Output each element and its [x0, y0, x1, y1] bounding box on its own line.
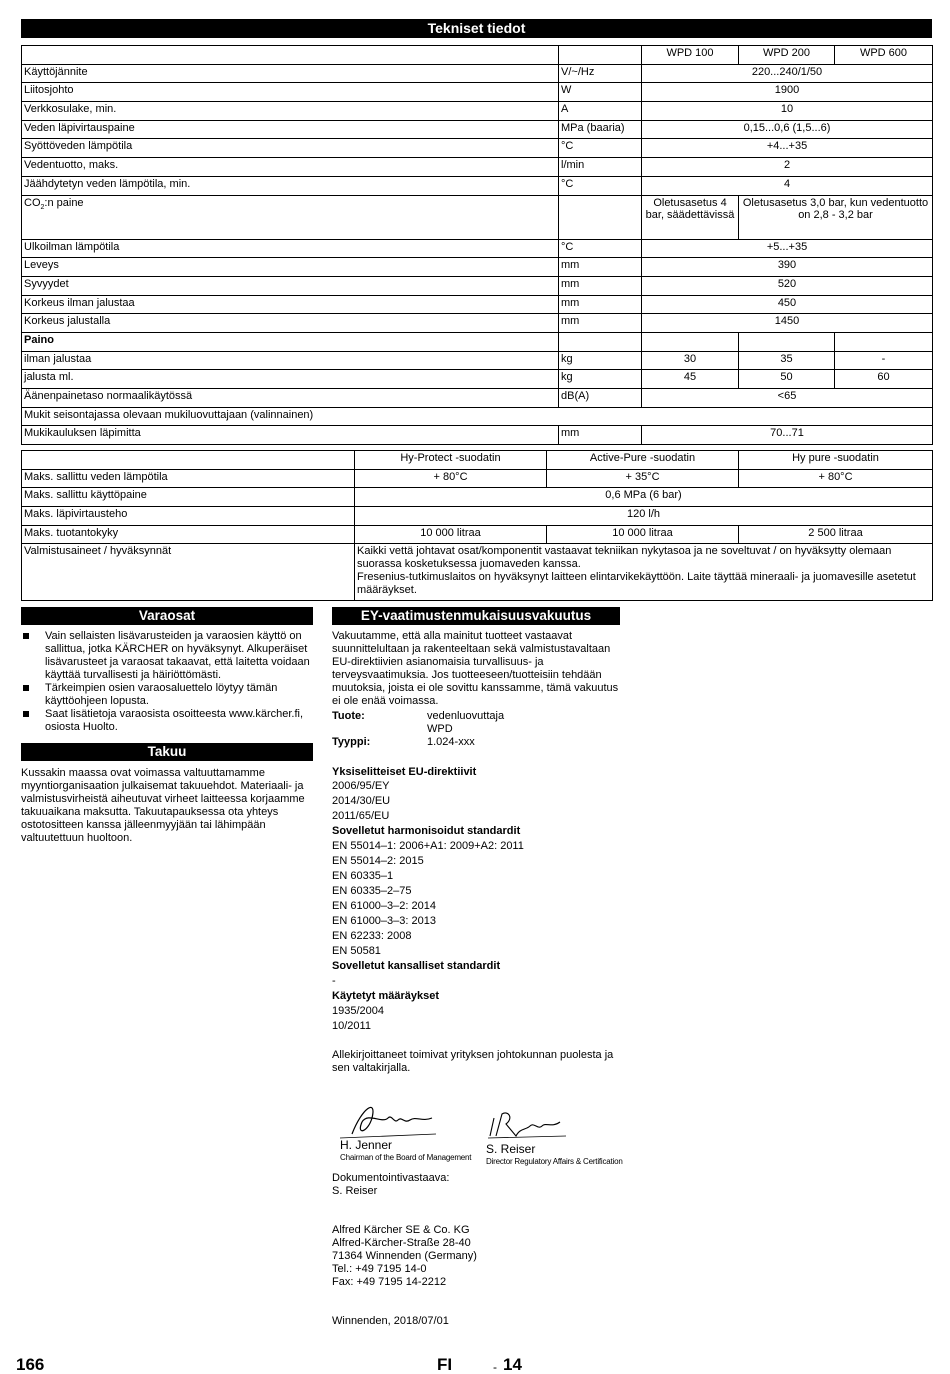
model-header: WPD 100: [642, 46, 739, 65]
company-address: Alfred Kärcher SE & Co. KG Alfred-Kärcher-Straße 28-40 71364 Winnenden (Germany) Tel.: +49 7195 14-0 Fax: +49 7195 14-2212: [332, 1224, 477, 1288]
signature-reiser: S. Reiser Director Regulatory Affairs & Certification: [486, 1108, 626, 1166]
co2-label: $CO_2:n$ paine: [22, 195, 559, 239]
list-item: Saat lisätietoja varaosista osoitteesta www.kärcher.fi, osiosta Huolto.: [21, 708, 313, 734]
language-code: FI: [437, 1355, 453, 1374]
spec-table: [21, 45, 933, 445]
table-row: Korkeus ilman jalustaa mm 450: [22, 295, 933, 314]
table-row: Maks. sallittu veden lämpötila + 80°C + 35°C + 80°C: [22, 469, 933, 488]
table-row: jalusta ml. kg 45 50 60: [22, 370, 933, 389]
documentation-contact: Dokumentointivastaava: S. Reiser Alfred Kärcher SE & Co. KG Alfred-Kärcher-Straße 28-40 71364 Winnenden (Germany) Tel.: +49 7195 14-0 Fax: +49 7195 14-2212 Winnenden, 2018/07/01: [332, 1172, 622, 1328]
page-number-right: 14: [503, 1355, 522, 1374]
declaration-title: EY-vaatimustenmukaisuusvakuutus: [332, 607, 620, 625]
page-title: Tekniset tiedot: [21, 19, 932, 38]
table-row: Maks. sallittu käyttöpaine 0,6 MPa (6 bar): [22, 488, 933, 507]
table-row: Paino: [22, 332, 933, 351]
table-row: Maks. läpivirtausteho 120 l/h: [22, 507, 933, 526]
table-row: [22, 451, 933, 470]
warranty-text: Kussakin maassa ovat voimassa valtuuttamamme myyntiorganisaation julkaisemat takuuehdot. Materiaali- ja valmistusvirheistä aiheutuvat virheet laitteessa korjaamme takuuaikana maksutta. Takuutapauksessa ota yhteys ostotositteen kanssa jälleenmyyjään tai lähimpään valtuutettuun huoltoon.: [21, 767, 305, 844]
place-date: Winnenden, 2018/07/01: [332, 1315, 449, 1327]
table-row: Syöttöveden lämpötila °C +4...+35: [22, 139, 933, 158]
table-row: [22, 46, 933, 65]
table-row: ilman jalustaa kg 30 35 -: [22, 351, 933, 370]
table-row: Syvyydet mm 520: [22, 276, 933, 295]
table-row: Veden läpivirtauspaine MPa (baaria) 0,15...0,6 (1,5...6): [22, 120, 933, 139]
materials-text: Kaikki vettä johtavat osat/komponentit vastaavat tekniikan nykytasoa ja ne soveltuvat / on hyväksytty olemaan suorassa kosketuksessa juomaveden kanssa. Fresenius-tutkimuslaitos on hyväksynyt laitteen elintarvikekäyttöön. Laite täyttää mineraali- ja juomavesille asetetut määräykset.: [355, 544, 933, 601]
filter-table: [21, 450, 933, 601]
spare-parts-list: [21, 630, 313, 734]
table-row: Vedentuotto, maks. l/min 2: [22, 158, 933, 177]
signature-icon: [486, 1108, 576, 1140]
spare-parts-title: Varaosat: [21, 607, 313, 625]
declaration-body: Vakuutamme, että alla mainitut tuotteet vastaavat suunnittelultaan ja rakenteeltaan sekä valmistustavaltaan EU-direktiivien asianomaisia turvallisuus- ja terveysvaatimuksia. Jos tuotteeseen/tuotteisiin tehdään muutoksia, joista ei ole sovittu kanssamme, tämä vakuutus ei ole enää voimassa. Tuote: vedenluovuttaja WPD Tyyppi: 1.024-xxx Yksiselitteiset EU-direktiivit 2006/95/EY 2014/30/EU 2011/65/EU Sovelletut harmonisoidut standardit EN 55014–1: 2006+A1: 2009+A2: 2011 EN 55014–2: 2015 EN 60335–1 EN 60335–2–75 EN 61000–3–2: 2014 EN 61000–3–3: 2013 EN 62233: 2008 EN 50581 Sovelletut kansalliset standardit - Käytetyt määräykset 1935/2004 10/2011 Allekirjoittaneet toimivat yrityksen johtokunnan puolesta ja sen valtakirjalla.: [332, 630, 622, 1075]
table-row: Jäähdytetyn veden lämpötila, min. °C 4: [22, 176, 933, 195]
table-row: Leveys mm 390: [22, 258, 933, 277]
table-row: Mukikauluksen läpimitta mm 70...71: [22, 426, 933, 445]
table-row: Liitosjohto W 1900: [22, 83, 933, 102]
page-dash: -: [493, 1360, 497, 1374]
table-row: Käyttöjännite V/~/Hz 220...240/1/50: [22, 64, 933, 83]
warranty-title: Takuu: [21, 743, 313, 761]
list-item: Vain sellaisten lisävarusteiden ja varaosien käyttö on sallittua, jotka KÄRCHER on hyväksynyt. Alkuperäiset lisävarusteet ja varaosat takaavat, että laitetta voidaan käyttää turvallisesti ja häiriöttömästi.: [21, 630, 313, 682]
model-header: WPD 600: [835, 46, 933, 65]
model-header: WPD 200: [739, 46, 835, 65]
filter-header: Hy-Protect -suodatin: [355, 451, 547, 470]
signature-icon: [332, 1098, 442, 1140]
table-row: Ulkoilman lämpötila °C +5...+35: [22, 239, 933, 258]
table-row: Verkkosulake, min. A 10: [22, 102, 933, 121]
table-row: Valmistusaineet / hyväksynnät Kaikki vettä johtavat osat/komponentit vastaavat tekniikan nykytasoa ja ne soveltuvat / on hyväksytty olemaan suorassa kosketuksessa juomaveden kanssa. Fresenius-tutkimuslaitos on hyväksynyt laitteen elintarvikekäyttöön. Laite täyttää mineraali- ja juomavesille asetetut määräykset.: [22, 544, 933, 601]
signature-jenner: H. Jenner Chairman of the Board of Management: [332, 1098, 472, 1162]
table-row: Mukit seisontajassa olevaan mukiluovuttajaan (valinnainen): [22, 407, 933, 426]
table-row: Korkeus jalustalla mm 1450: [22, 314, 933, 333]
table-row: Äänenpainetaso normaalikäytössä dB(A) <65: [22, 389, 933, 408]
filter-header: Active-Pure -suodatin: [547, 451, 739, 470]
filter-header: Hy pure -suodatin: [739, 451, 933, 470]
table-row: $CO_2:n$ paine Oletusasetus 4 bar, säädettävissä Oletusasetus 3,0 bar, kun vedentuotto on 2,8 - 3,2 bar: [22, 195, 933, 239]
declaration-intro: Vakuutamme, että alla mainitut tuotteet vastaavat suunnittelultaan ja rakenteeltaan sekä valmistustavaltaan EU-direktiivien asianomaisia turvallisuus- ja terveysvaatimuksia. Jos tuotteeseen/tuotteisiin tehdään muutoksia, joista ei ole sovittu kanssamme, tämä vakuutus ei ole enää voimassa.: [332, 630, 619, 707]
page-number-left: 166: [16, 1355, 45, 1374]
list-item: Tärkeimpien osien varaosaluettelo löytyy tämän käyttöohjeen lopusta.: [21, 682, 313, 708]
table-row: Maks. tuotantokyky 10 000 litraa 10 000 litraa 2 500 litraa: [22, 525, 933, 544]
